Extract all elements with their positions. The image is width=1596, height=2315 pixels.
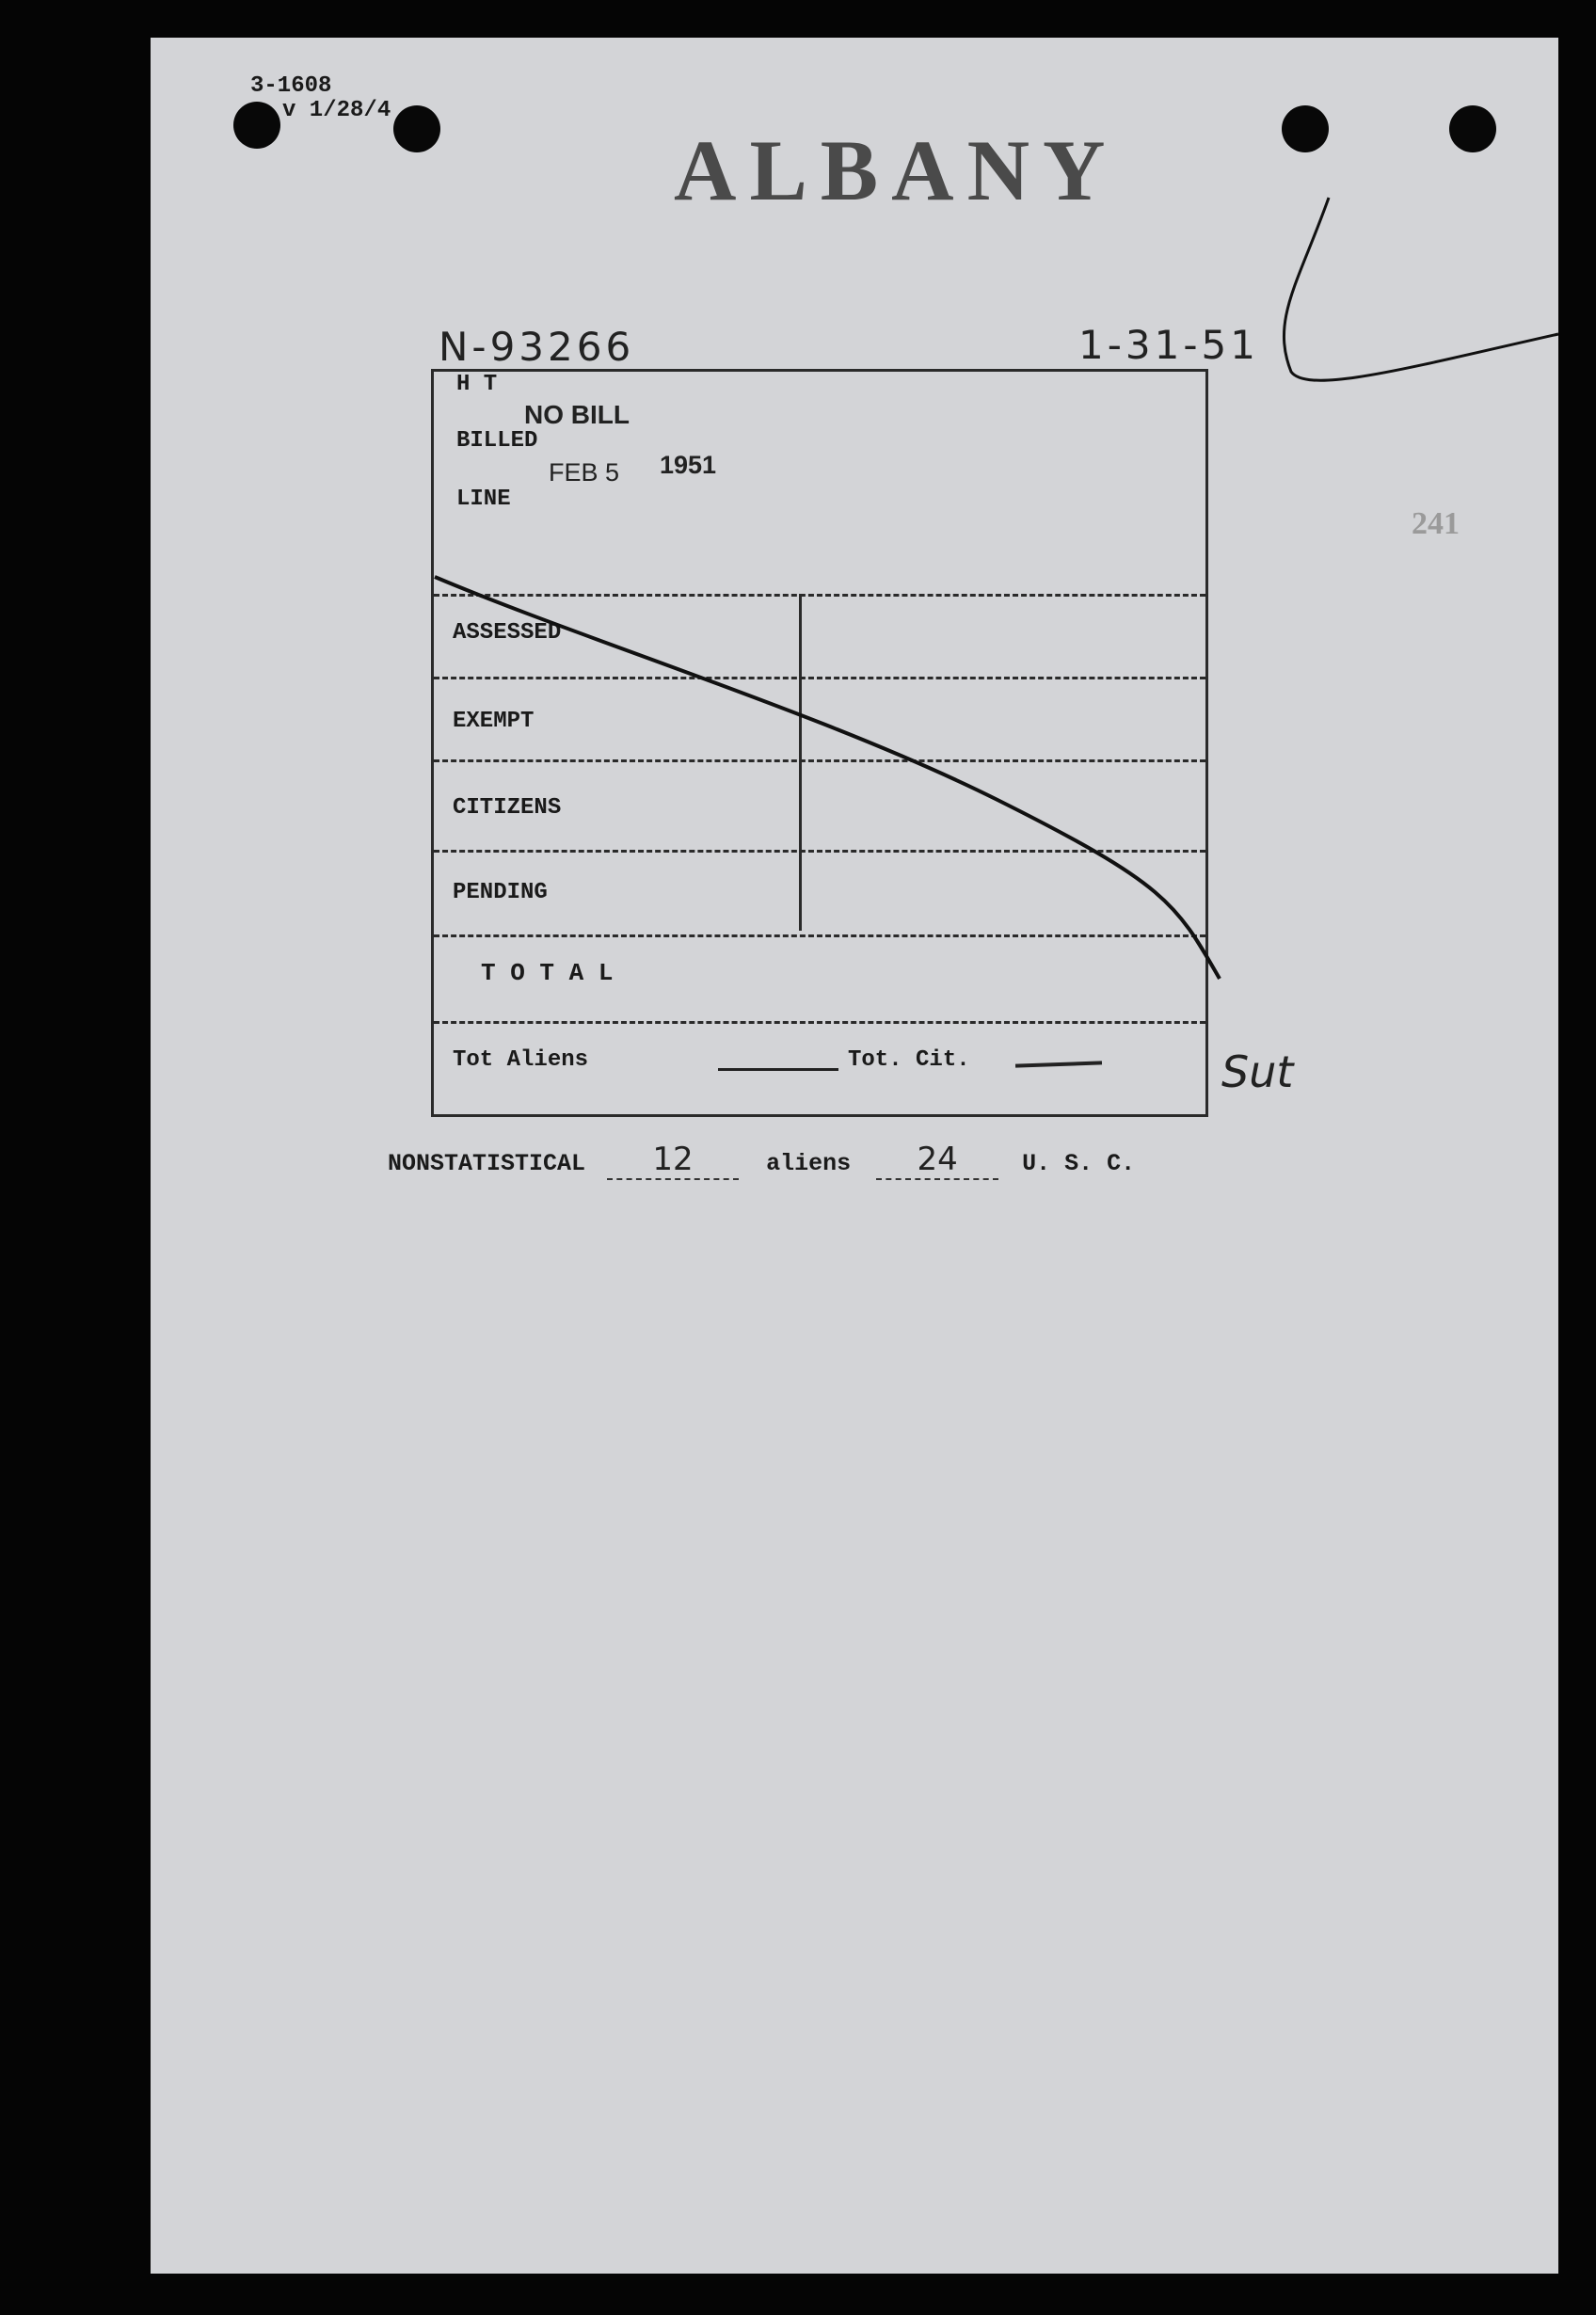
label-pending: PENDING <box>453 880 548 905</box>
label-total: T O T A L <box>481 959 614 987</box>
stamp-date-year: 1951 <box>660 451 717 479</box>
usc-count: 24 <box>876 1141 998 1180</box>
usc-label: U. S. C. <box>1022 1150 1136 1177</box>
aliens-count: 12 <box>607 1141 739 1180</box>
initials-signature: Sut <box>1221 1046 1294 1097</box>
aliens-label: aliens <box>766 1150 852 1177</box>
file-number: N-93266 <box>439 324 635 370</box>
label-citizens: CITIZENS <box>453 795 562 821</box>
stamp-date-month: FEB 5 <box>549 458 620 487</box>
strike-through-line <box>435 577 1220 979</box>
record-date: 1-31-51 <box>1078 322 1259 368</box>
label-ht: H T <box>456 372 498 397</box>
margin-curve <box>1284 198 1558 380</box>
no-bill-stamp: NO BILL <box>524 400 630 429</box>
page-number: 241 <box>1412 506 1460 541</box>
label-billed: BILLED <box>456 428 538 454</box>
nonstatistical-line <box>388 1141 1135 1180</box>
city-stamp: ALBANY <box>674 122 1119 218</box>
label-assessed: ASSESSED <box>453 620 562 646</box>
form-number: 3-1608 <box>250 73 332 99</box>
form-revision: v 1/28/4 <box>282 98 391 123</box>
nonstatistical-label: NONSTATISTICAL <box>388 1150 586 1177</box>
label-tot-cit: Tot. Cit. <box>848 1047 970 1073</box>
label-tot-aliens: Tot Aliens <box>453 1047 589 1073</box>
label-exempt: EXEMPT <box>453 709 535 734</box>
label-line: LINE <box>456 487 511 512</box>
